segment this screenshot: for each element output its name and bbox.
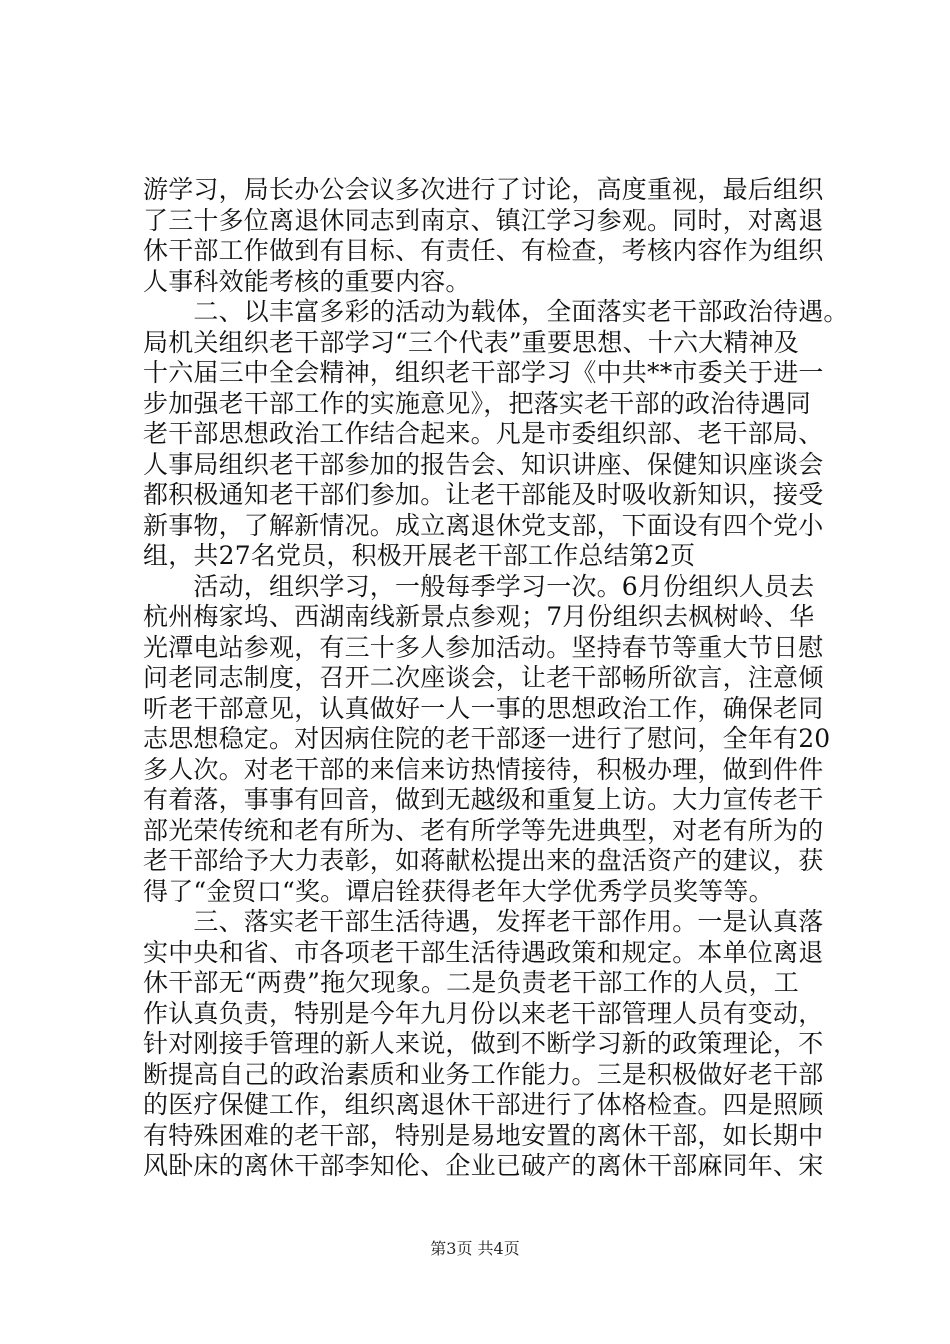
text-line: 风卧床的离休干部李知伦、企业已破产的离休干部麻同年、宋: [143, 1151, 824, 1180]
text-line: 老干部思想政治工作结合起来。凡是市委组织部、老干部局、: [143, 419, 824, 448]
text-line: 十六届三中全会精神，组织老干部学习《中共**市委关于进一: [143, 358, 824, 387]
text-line: 都积极通知老干部们参加。让老干部能及时吸收新知识，接受: [143, 480, 824, 509]
page-number-footer: 第3页 共4页: [430, 1239, 520, 1258]
text-line: 光潭电站参观，有三十多人参加活动。坚持春节等重大节日慰: [143, 632, 824, 662]
text-line: 有着落，事事有回音，做到无越级和重复上访。大力宣传老干: [143, 785, 824, 814]
text-line: 实中央和省、市各项老干部生活待遇政策和规定。本单位离退: [143, 937, 824, 967]
text-line: 步加强老干部工作的实施意见》，把落实老干部的政治待遇同: [143, 388, 811, 418]
text-line: 二、以丰富多彩的活动为载体，全面落实老干部政治待遇。: [143, 297, 849, 326]
text-line: 了三十多位离退休同志到南京、镇江学习参观。同时，对离退: [143, 205, 824, 235]
text-line: 休干部工作做到有目标、有责任、有检查，考核内容作为组织: [143, 236, 824, 265]
text-line: 组，共27名党员，积极开展老干部工作总结第2页: [143, 541, 696, 570]
text-line: 的医疗保健工作，组织离退休干部进行了体格检查。四是照顾: [143, 1090, 824, 1119]
text-line: 问老同志制度，召开二次座谈会，让老干部畅所欲言，注意倾: [143, 663, 824, 692]
text-line: 多人次。对老干部的来信来访热情接待，积极办理，做到件件: [143, 754, 824, 784]
text-line: 得了“金贸口“奖。谭启铨获得老年大学优秀学员奖等等。: [143, 876, 774, 906]
text-line: 新事物，了解新情况。成立离退休党支部，下面设有四个党小: [143, 510, 824, 540]
text-line: 作认真负责，特别是今年九月份以来老干部管理人员有变动，: [143, 998, 824, 1028]
text-line: 局机关组织老干部学习“三个代表”重要思想、十六大精神及: [143, 327, 799, 357]
text-line: 有特殊困难的老干部，特别是易地安置的离休干部，如长期中: [143, 1120, 824, 1150]
text-line: 人事局组织老干部参加的报告会、知识讲座、保健知识座谈会: [143, 449, 824, 479]
text-line: 听老干部意见，认真做好一人一事的思想政治工作，确保老同: [143, 693, 824, 723]
text-line: 杭州梅家坞、西湖南线新景点参观；7月份组织去枫树岭、华: [143, 602, 815, 631]
text-line: 活动，组织学习，一般每季学习一次。6月份组织人员去: [143, 571, 815, 601]
text-line: 部光荣传统和老有所为、老有所学等先进典型，对老有所为的: [143, 815, 824, 845]
text-line: 游学习，局长办公会议多次进行了讨论，高度重视，最后组织: [143, 175, 824, 204]
text-line: 断提高自己的政治素质和业务工作能力。三是积极做好老干部: [143, 1059, 824, 1089]
text-line: 针对刚接手管理的新人来说，做到不断学习新的政策理论，不: [143, 1029, 824, 1058]
text-line: 志思想稳定。对因病住院的老干部逐一进行了慰问，全年有20: [143, 724, 831, 753]
body-text: [143, 175, 943, 1182]
text-line: 人事科效能考核的重要内容。: [143, 266, 471, 296]
text-line: 老干部给予大力表彰，如蒋献松提出来的盘活资产的建议，获: [143, 846, 824, 875]
text-line: 三、落实老干部生活待遇，发挥老干部作用。一是认真落: [143, 907, 824, 936]
text-line: 休干部无“两费”拖欠现象。二是负责老干部工作的人员，工: [143, 968, 799, 997]
